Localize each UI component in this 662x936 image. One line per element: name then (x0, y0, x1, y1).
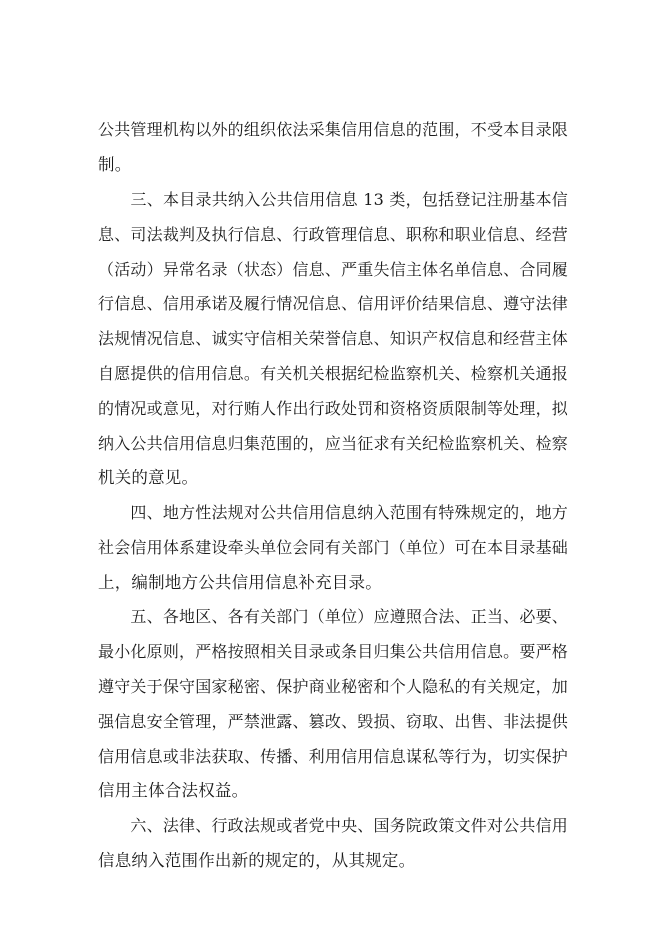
text-line: 息、司法裁判及执行信息、行政管理信息、职称和职业信息、经营 (98, 225, 568, 244)
text-line: 强信息安全管理，严禁泄露、篡改、毁损、窃取、出售、非法提供 (98, 712, 568, 731)
text-line: 最小化原则，严格按照相关目录或条目归集公共信用信息。要严格 (98, 642, 568, 661)
text-line: 信息纳入范围作出新的规定的，从其规定。 (98, 851, 416, 870)
text-line: 六、法律、行政法规或者党中央、国务院政策文件对公共信用 (98, 816, 568, 835)
text-line: 三、本目录共纳入公共信用信息 13 类，包括登记注册基本信 (98, 190, 568, 209)
text-line: 行信息、信用承诺及履行情况信息、信用评价结果信息、遵守法律 (98, 294, 568, 313)
text-line: （活动）异常名录（状态）信息、严重失信主体名单信息、合同履 (98, 260, 568, 279)
text-line: 法规情况信息、诚实守信相关荣誉信息、知识产权信息和经营主体 (98, 329, 568, 348)
text-line: 的情况或意见，对行贿人作出行政处罚和资格资质限制等处理，拟 (98, 399, 568, 418)
text-line: 四、地方性法规对公共信用信息纳入范围有特殊规定的，地方 (98, 503, 568, 522)
text-line: 机关的意见。 (98, 468, 199, 487)
text-line: 自愿提供的信用信息。有关机关根据纪检监察机关、检察机关通报 (98, 364, 568, 383)
text-line: 公共管理机构以外的组织依法采集信用信息的范围，不受本目录限 (98, 120, 568, 139)
text-line: 上，编制地方公共信用信息补充目录。 (98, 573, 382, 592)
text-line: 制。 (98, 155, 132, 174)
text-line: 信用主体合法权益。 (98, 781, 249, 800)
text-line: 信用信息或非法获取、传播、利用信用信息谋私等行为，切实保护 (98, 747, 568, 766)
text-line: 遵守关于保守国家秘密、保护商业秘密和个人隐私的有关规定，加 (98, 677, 568, 696)
text-line: 五、各地区、各有关部门（单位）应遵照合法、正当、必要、 (98, 607, 568, 626)
text-line: 社会信用体系建设牵头单位会同有关部门（单位）可在本目录基础 (98, 538, 568, 557)
text-line: 纳入公共信用信息归集范围的，应当征求有关纪检监察机关、检察 (98, 434, 568, 453)
